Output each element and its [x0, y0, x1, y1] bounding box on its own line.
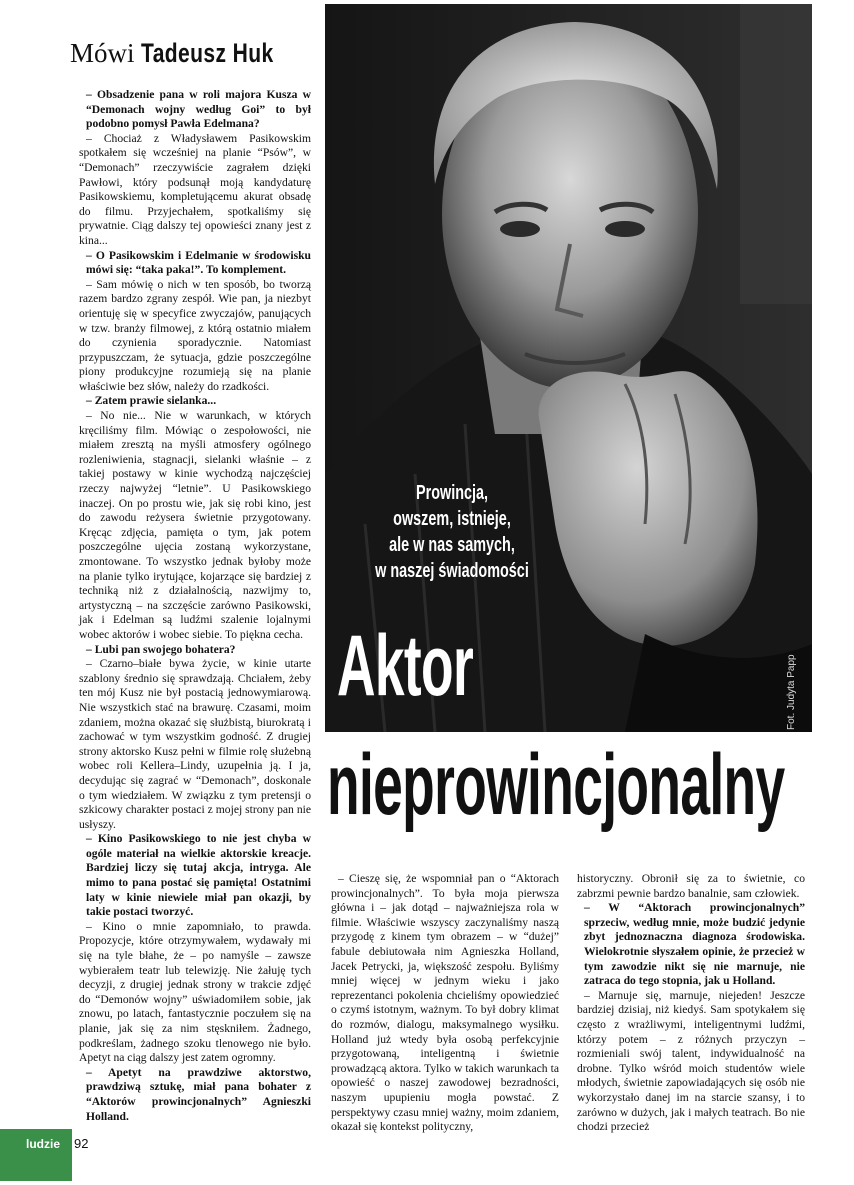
title-lead: Mówi	[70, 38, 135, 68]
interview-question: – Zatem prawie sielanka...	[86, 394, 217, 408]
interview-question: – Lubi pan swojego bohatera?	[86, 642, 236, 656]
interview-question: – W “Aktorach prowincjonalnych” sprzeciw, według mnie, może budzić jedynie zbyt jednoznaczna diagnoza środowiska. Wielokrotnie słyszałem opinie, że przecież w tym zawodzie nikt się nie marnuje, nie zatraca do tego stopnia, jak u Holland.	[584, 901, 805, 988]
interview-answer: – Cieszę się, że wspomniał pan o “Aktorach prowincjonalnych”. To była moja pierwsza główna i – jak dotąd – najważniejsza rola w filmie. Właściwie wszyscy zaczynaliśmy naszą przygodę z kinem tym obrazem – w “dużej” fabule debiutowała nim Agnieszka Holland, Jacek Petrycki, ja, większość zespołu. Byliśmy mniej więcej w jednym wieku i jako reprezentanci pokolenia chcieliśmy opowiedzieć o czymś istotnym, ważnym. To był dobry klimat do rozmów, dialogu, maksymalnego wysiłku. Holland już wtedy była osobą perfekcyjnie przygotowaną, inteligentną i świetnie prowadzącą aktora. Tylko w takich warunkach ta opowieść o naszej zawodowej bezradności, naszym upupieniu mogła powstać. Z perspektywy czasu mniej ważny, moim zdaniem, okazał się kontekst polityczny,	[331, 872, 559, 1134]
interview-answer: – Kino o mnie zapomniało, to prawda. Propozycje, które otrzymywałem, wydawały mi się na tyle błahe, że – po namyśle – zawsze wybierałem teatr lub telewizję. Nie żałuję tych decyzji, z drugiej jednak strony w trakcie zdjęć do “Demonów wojny” uświadomiłem sobie, jak znowu, po latach, fantastycznie poczułem się na planie, jak się za nim stęskniłem. Żadnego, podkreślam, żadnego szoku tlenowego nie było. Apetyt na ciąg dalszy jest zatem ogromny.	[79, 919, 311, 1065]
pull-quote-line: owszem, istnieje,	[393, 508, 511, 530]
interview-answer: – Chociaż z Władysławem Pasikowskim spotkałem się wcześniej na planie “Psów”, w “Demonach” rzeczywiście zagrałem dzięki Pawłowi, który podsunął moją kandydaturę Pasikowskiemu, kompletującemu akurat obsadę do filmu. Przyjechałem, spotkaliśmy się prywatnie. Ciąg dalszy tej opowieści znany jest z kina...	[79, 131, 311, 247]
pull-quote-line: Prowincja,	[415, 482, 489, 504]
pull-quote	[332, 480, 572, 584]
interview-column-middle	[331, 872, 559, 1135]
interview-question: – Obsadzenie pana w roli majora Kusza w “Demonach wojny według Goi” to był podobno pomysł Pawła Edelmana?	[86, 88, 311, 131]
headline-line-2: nieprowincjonalny	[327, 737, 785, 833]
interview-column-left	[79, 88, 311, 1124]
page-number: 92	[74, 1136, 89, 1151]
interview-column-right	[577, 872, 805, 1135]
pull-quote-line: w naszej świadomości	[375, 560, 529, 582]
interview-answer: – No nie... Nie w warunkach, w których kręciliśmy film. Mówiąc o zespołowości, nie miałem zresztą na myśli atmosfery ogólnego rozleniwienia, stagnacji, sielanki właśnie – z takiej postawy w kinie wychodzą najczęściej rzeczy najwyżej “letnie”. U Pasikowskiego inaczej. On po prostu wie, jak się robi kino, jest do zawodu reżysera świetnie przygotowany. Kręcąc zdjęcia, pamięta o tym, jak potem poszczególne ujęcia zostaną wykorzystane, zmontowane. To wszystko jednak byłoby może na planie tylko irytujące, kojarzące się bardziej z techniką niż z działalnością, nazwijmy to, artystyczną – na szczęście zarówno Pasikowski, jak i Edelman są ludźmi szalenie lojalnymi wobec aktorów i wobec siebie. To piękna cecha.	[79, 409, 311, 641]
photo-credit: Fot. Judyta Papp	[786, 654, 797, 730]
interview-answer: – Marnuje się, marnuje, niejeden! Jeszcze bardziej dzisiaj, niż kiedyś. Sam spotykałem się często z wrażliwymi, inteligentnymi ludźmi, którzy potem – z różnych przyczyn – rozmieniali swój talent, indywidualność na drobne. Tylko wśród moich studentów wiele młodych, świetnie zapowiadających się osób nie wykorzystało danej im na starcie szansy, i to zarówno w dużych, jak i małych teatrach. Bo nie chodzi przecież	[577, 988, 805, 1134]
interview-answer: historyczny. Obronił się za to świetnie, co zabrzmi pewnie bardzo banalnie, sam człowiek.	[577, 872, 805, 900]
page-title	[70, 38, 311, 68]
pull-quote-line: ale w nas samych,	[389, 534, 515, 556]
interview-answer: – Sam mówię o nich w ten sposób, bo tworzą razem bardzo zgrany zespół. Wie pan, ja niezbyt orientuję się w specyfice zwyczajów, panujących w tzw. branży filmowej, z którą ostatnio miałem do czynienia sporadycznie. Natomiast przypuszczam, że sytuacja, gdzie poszczególne piony produkcyjne rozumieją się na planie właściwie bez słów, należy do rzadkości.	[79, 277, 311, 393]
headline-line-1: Aktor	[337, 618, 474, 714]
interview-question: – Apetyt na prawdziwe aktorstwo, prawdziwą sztukę, miał pana bohater z “Aktorów prowincjonalnych” Agnieszki Holland.	[86, 1065, 311, 1123]
interview-answer: – Czarno–białe bywa życie, w kinie utarte szablony średnio się sprawdzają. Chciałem, żeby ten mój Kusz nie był postacią jednowymiarową. Nie wszystkich stać na brawurę. Czasami, moim zdaniem, można okazać się służbistą, biurokratą i zachować w tym wszystkim godność. Z drugiej strony aktorsko Kusz pełni w filmie rolę służebną wobec roli Kellera–Lindy, uzupełnia ją. I ja, decydując się zagrać w “Demonach”, doskonale o tym wiedziałem. W związku z tym pretensji o szkicowy charakter postaci z mojej strony pan nie usłyszy.	[79, 657, 311, 831]
interviewee-name: Tadeusz Huk	[141, 38, 274, 68]
interview-question: – Kino Pasikowskiego to nie jest chyba w ogóle materiał na wielkie aktorskie kreacje. Bardziej liczy się tutaj akcja, intryga. Ale mimo to pana postać się pamięta! Ostatnimi laty w kinie niewiele miał pan okazji, by takie postaci tworzyć.	[86, 832, 311, 919]
interview-question: – O Pasikowskim i Edelmanie w środowisku mówi się: “taka paka!”. To komplement.	[86, 248, 311, 277]
section-label: ludzie	[26, 1137, 61, 1151]
